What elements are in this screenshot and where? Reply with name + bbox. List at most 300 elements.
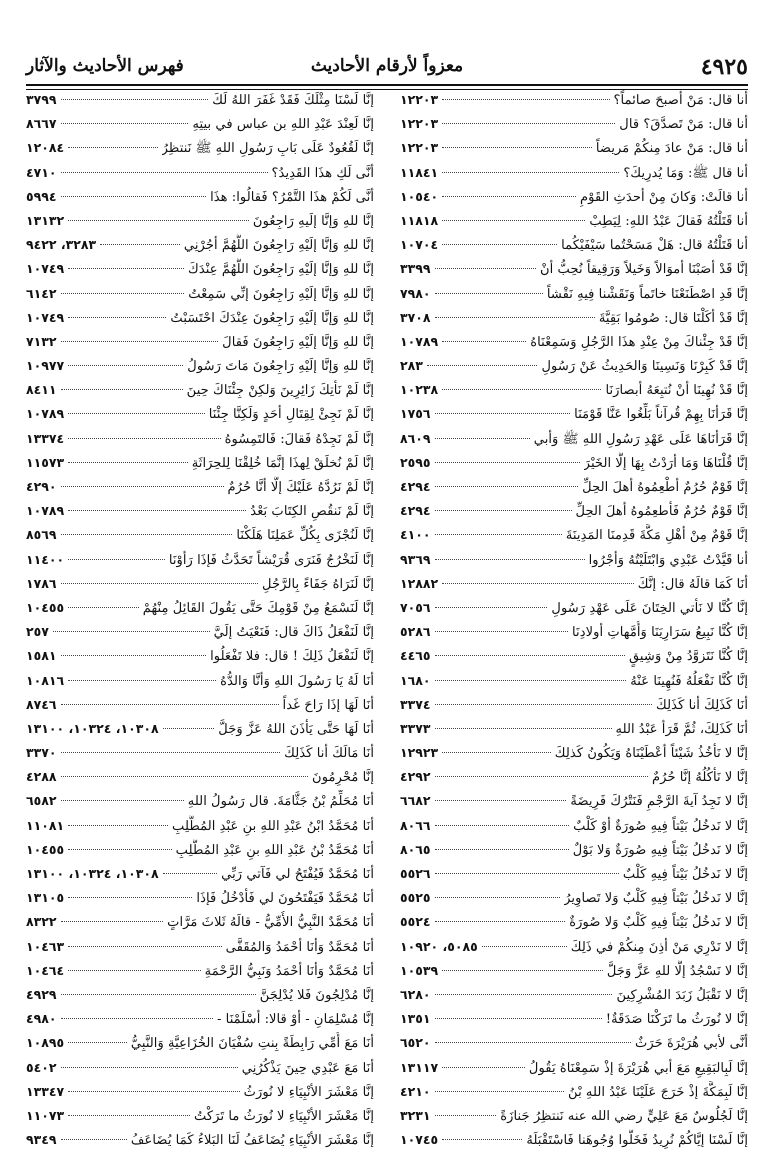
hadith-text: أنا قَيَّدْتُ عَبْدِي وَابْتَلَيْتُهُ وَأجْرُوا: [588, 552, 748, 568]
index-entry: [400, 185, 748, 209]
index-entry: [26, 717, 374, 741]
hadith-text: إنَّا لَنَسْمَعُ مِنْ قَوْمِكَ حَتَّى يَقُولَ القَائِلُ مِنْهُمْ: [142, 600, 374, 616]
hadith-number: ٥٢٨٦: [400, 624, 431, 640]
dot-leader: [61, 196, 207, 197]
hadith-number: ١٢٢٠٣: [400, 92, 439, 107]
dot-leader: [61, 583, 259, 584]
hadith-text: إنَّا مَعْشَرَ الأنْبِيَاءِ لا نُورَثُ ما تَرَكْتُ: [193, 1108, 374, 1124]
hadith-number: ٤٢٩٠: [26, 479, 57, 494]
index-entry: [26, 282, 374, 306]
dot-leader: [61, 99, 209, 100]
index-entry: [400, 523, 748, 547]
hadith-text: أنَا مُحَمَّدٌ فَيُفْتَحُ لي فَآتي رَبِّي: [221, 867, 374, 882]
hadith-number: ١١٤٠٠: [26, 551, 65, 567]
hadith-number: ٨٥٦٩: [26, 527, 57, 543]
hadith-number: ١١٠٨١: [26, 817, 65, 833]
hadith-number: ١٢٩٢٣: [400, 745, 439, 761]
index-entry: [400, 1007, 748, 1031]
hadith-number: ٨٣٢٢: [26, 914, 57, 930]
dot-leader: [68, 462, 188, 463]
dot-leader: [435, 559, 585, 560]
hadith-number: ١٣١١٧: [400, 1059, 439, 1075]
index-entry: [26, 161, 374, 185]
hadith-text: إنَّا مُحْرِمُونَ: [312, 770, 374, 786]
index-entry: [26, 644, 374, 668]
hadith-number: ١٠٣٠٨، ١٠٣٢٤، ١٣١٠٠: [26, 866, 159, 881]
index-entry: [26, 620, 374, 644]
dot-leader: [435, 317, 595, 318]
index-entry: [26, 1104, 374, 1128]
hadith-text: أنَا مُحَمَّدُ بْنُ عَبْدِ اللهِ بنِ عَبْدِ المُطَّلِبِ: [175, 842, 374, 858]
dot-leader: [442, 752, 551, 753]
index-entry: [26, 862, 374, 886]
dot-leader: [68, 680, 216, 681]
index-entry: [26, 886, 374, 910]
hadith-number: ٨٠٦٦: [400, 817, 431, 833]
index-entry: [400, 935, 748, 959]
index-entry: [400, 257, 748, 281]
hadith-number: ١٠٨١٦: [26, 672, 65, 688]
hadith-text: إنَّا كُنَّا نَتَزوَّدُ مِنْ وَشِيقٍ: [628, 649, 748, 665]
hadith-text: إنَّا قُلْنَاهَا وَمَا أرَدْتُ بِهَا إلَّا الخَيْرَ: [583, 455, 748, 471]
hadith-number: ١٠٥٤٠: [400, 188, 439, 204]
hadith-number: ١٠٧٨٩: [26, 503, 65, 519]
hadith-number: ١٠٤٥٥: [26, 841, 65, 857]
hadith-number: ٢٥٧: [26, 624, 49, 640]
hadith-text: أنَا مُحَمَّدُ ابْنُ عَبْدِ اللهِ بنِ عَبْدِ المُطَّلِبِ: [172, 818, 374, 834]
dot-leader: [61, 800, 184, 801]
hadith-number: ٨٠٦٥: [400, 841, 431, 857]
hadith-number: ٤٢٩٤: [400, 503, 431, 519]
dot-leader: [163, 873, 217, 874]
hadith-number: ٨٦٠٩: [400, 430, 431, 446]
index-entry: [400, 741, 748, 765]
hadith-text: أنا قال: مَنْ أصبحَ صائماً؟: [613, 93, 748, 108]
hadith-number: ٩٣٤٩: [26, 1132, 57, 1148]
hadith-text: أنا قال: مَنْ عادَ مِنكُمْ مَريضاً: [595, 141, 748, 157]
hadith-text: إنَّا لَنَفْعَلُ ذَلِكَ ! قال: فلا تَفْعَلُوا: [210, 649, 374, 665]
index-entry: [400, 765, 748, 789]
hadith-text: أنا قَتَلْتُهُ فَقالَ عَبْدُ اللهِ: لِيَطِبْ: [589, 213, 748, 229]
dot-leader: [442, 147, 592, 148]
hadith-text: إنَّا لَبِالبَقِيعِ مَعَ أبي هُرَيْرَةَ إذْ سَمِعْنَاهُ يَقُولُ: [528, 1060, 748, 1076]
index-entry: [26, 596, 374, 620]
dot-leader: [435, 921, 566, 922]
dot-leader: [435, 510, 572, 511]
hadith-text: إنَّا لا نَسْجُدُ إلَّا للهِ عَزَّ وَجَلَّ: [606, 963, 748, 979]
hadith-number: ١٠٨٩٥: [26, 1035, 65, 1051]
dot-leader: [61, 486, 224, 487]
index-entry: [400, 838, 748, 862]
hadith-number: ٥٥٢٦: [400, 866, 431, 881]
dot-leader: [435, 655, 625, 656]
hadith-number: ١١٨١٨: [400, 212, 439, 228]
hadith-text: إنَّا للهِ وَإنَّا إلَيْهِ رَاجِعُونَ اللَّهُمَّ عِنْدَكَ: [188, 262, 374, 278]
hadith-text: إنَّا كُنَّا لا نَأتي الخِتَانَ عَلَى عَهْدِ رَسُولِ: [551, 600, 748, 616]
hadith-text: إنَّا قَدْ نُهِينَا أنْ نُتبِعَهُ أبصارَنَا: [605, 383, 748, 399]
hadith-number: ٣٣٩٩: [400, 261, 431, 277]
index-entry: [26, 185, 374, 209]
dot-leader: [61, 389, 183, 390]
hadith-text: أنَا مَعَ أُمِّي رَابِطَةً بِنتِ سُفْيَانَ الخُزَاعِيَّةِ وَالنَّبِيُّ: [130, 1036, 374, 1052]
hadith-text: إنَّا لا نَدخُلُ بَيْتاً فِيهِ كَلْبٌ وَلا صُورَةٌ: [569, 915, 748, 931]
hadith-number: ٤٩٢٩: [26, 986, 57, 1002]
hadith-text: إنَّا للهِ وَإنَّا إلَيْهِ رَاجِعُونَ فَقالَ: [222, 334, 374, 350]
dot-leader: [68, 946, 222, 947]
index-entry: [26, 1031, 374, 1055]
index-entry: [400, 1080, 748, 1104]
index-entry: [400, 789, 748, 813]
dot-leader: [68, 413, 205, 414]
hadith-text: إنَّا قَوْمٌ حُرُمٌ فَأطعِمُوهُ أهلَ الحِلِّ: [575, 504, 748, 520]
index-entry: [26, 1056, 374, 1080]
page-header: [26, 52, 748, 82]
dot-leader: [435, 994, 613, 995]
hadith-text: إنَّا قَوْمٌ مِنْ أهْلِ مَكَّةَ قَدِمنَا المَدِينَةَ: [565, 528, 748, 544]
dot-leader: [61, 1018, 214, 1019]
hadith-text: إنَّا لَمْ نَجِدْهُ فَقالَ: فَالتَمِسُوهُ: [224, 431, 374, 447]
index-entry: [400, 402, 748, 426]
hadith-number: ١٢٢٠٣: [400, 140, 439, 156]
hadith-number: ٧١٣٢: [26, 333, 57, 349]
hadith-text: أنَا مُحَمَّدٌ وَأنَا أحْمَدُ وَالمُقَفَّى: [225, 939, 374, 955]
hadith-number: ١٠٤٦٣: [26, 938, 65, 954]
hadith-text: إنَّا قَدْ جِئْناكَ مِنْ عِنْدِ هذَا الرَّجُلِ وَسَمِعْنَاهُ: [530, 334, 748, 350]
hadith-text: إنَّا لا نَدخُلُ بَيْتاً فِيهِ كَلْبٌ: [622, 867, 748, 882]
index-entry: [26, 789, 374, 813]
right-column: [400, 88, 748, 1152]
index-entry: [400, 1056, 748, 1080]
hadith-number: ٩٣٦٩: [400, 551, 431, 567]
hadith-text: إنَّا لَبِمَكَّةَ إذْ خَرَجَ عَلَيْنَا عَبْدُ اللهِ بْنُ: [568, 1084, 748, 1100]
index-entry: [26, 935, 374, 959]
hadith-text: إنَّا لَمْ نَرُدَّهُ عَلَيْكَ إلَّا أنَّا حُرُمٌ: [227, 480, 374, 495]
index-entry: [26, 572, 374, 596]
hadith-number: ١١٨٤١: [400, 164, 439, 180]
index-entry: [26, 983, 374, 1007]
hadith-number: ٣٧٩٩: [26, 92, 57, 107]
hadith-number: ٥٩٩٤: [26, 188, 57, 204]
hadith-number: ١١٥٧٣: [26, 454, 65, 470]
dot-leader: [435, 776, 648, 777]
dot-leader: [61, 123, 189, 124]
hadith-number: ٨٦٦٧: [26, 116, 57, 132]
hadith-text: إنَّا قَدِ اصْطَنَعْنَا خاتَماً وَنَقَشْنا فِيهِ نَقْشاً: [546, 286, 748, 302]
dot-leader: [61, 293, 185, 294]
hadith-text: أنَّى لَكُمْ هذَا التَّمْرُ؟ فَقالُوا: هذَا: [210, 189, 374, 205]
dot-leader: [435, 293, 543, 294]
index-entry: [400, 669, 748, 693]
dot-leader: [61, 172, 268, 173]
hadith-number: ١٠٧٠٤: [400, 237, 439, 253]
index-entry: [26, 378, 374, 402]
index-entry: [26, 88, 374, 112]
hadith-text: أنا قالَتْ: وَكانَ مِنْ أحدَثِ القَوْمِ: [580, 189, 748, 205]
hadith-text: أنَا كَمَا قالَهُ قال: إنَّكَ: [637, 576, 748, 592]
hadith-number: ٢٥٩٥: [400, 454, 431, 470]
dot-leader: [442, 970, 603, 971]
index-entry: [26, 451, 374, 475]
dot-leader: [442, 1067, 525, 1068]
hadith-number: ٤٩٨٠: [26, 1011, 57, 1027]
index-entry: [26, 306, 374, 330]
hadith-text: إنَّا لا نَقْبَلُ زَبَدَ المُشْرِكِينَ: [616, 987, 748, 1003]
hadith-number: ١٠٧٨٩: [400, 333, 439, 349]
index-entry: [26, 669, 374, 693]
dot-leader: [68, 317, 166, 318]
dot-leader: [435, 607, 548, 608]
dot-leader: [61, 534, 233, 535]
hadith-text: إنَّا لا نَدخُلُ بَيْتاً فِيهِ صُورَةٌ وَلا بَوْلٌ: [572, 842, 748, 858]
index-entry: [26, 499, 374, 523]
index-entry: [400, 910, 748, 934]
index-entry: [400, 886, 748, 910]
hadith-text: إنَّا لَنُجْزَى بِكُلِّ عَمَلِنَا هَلَكْنَا: [236, 528, 374, 544]
hadith-number: ٦٥٢٠: [400, 1035, 431, 1051]
hadith-text: إنَّا لا نَدخُلُ بَيْتاً فِيهِ صُورَةٌ أوْ كَلْبٌ: [573, 818, 748, 834]
index-entry: [400, 548, 748, 572]
dot-leader: [68, 147, 157, 148]
hadith-text: إنَّا للهِ وَإنَّا إلَيْهِ رَاجِعُونَ إنِّي سَمِعْتُ: [188, 286, 374, 302]
index-entry: [400, 959, 748, 983]
hadith-text: إنَّا قَدْ أصَبْنَا أموَالاً وَخَيلاً وَرَقِيقاً نُحِبُّ أنْ: [539, 262, 748, 278]
index-entry: [400, 306, 748, 330]
hadith-text: إنَّا لَنَرَاهُ جَفَاءً بِالرَّجُلِ: [262, 576, 374, 592]
dot-leader: [435, 800, 567, 801]
hadith-text: إنَّا للهِ وَإنَّا إلَيْهِ رَاجِعُونَ عِنْدَكَ احْتَسَبْتُ: [170, 310, 374, 326]
dot-leader: [68, 825, 168, 826]
dot-leader: [68, 365, 183, 366]
dot-leader: [61, 704, 279, 705]
index-entry: [400, 814, 748, 838]
index-entry: [26, 959, 374, 983]
index-entry: [26, 814, 374, 838]
hadith-text: أنَا لَهَا حَتَّى يَأذَنَ اللهُ عَزَّ وَجَلَّ: [218, 721, 374, 737]
index-entry: [400, 282, 748, 306]
index-entry: [400, 354, 748, 378]
hadith-number: ٤٢٩٢: [400, 769, 431, 785]
dot-leader: [435, 825, 570, 826]
hadith-text: إنَّا للهِ وَإنَّا إلَيْهِ رَاجِعُونَ مَاتَ رَسُولُ: [187, 359, 374, 375]
hadith-number: ١٣١٠٥: [26, 890, 65, 906]
dot-leader: [482, 946, 567, 947]
hadith-text: إنَّا لَعِنْدَ عَبْدِ اللهِ بن عباس في بيتِهِ: [192, 117, 374, 133]
hadith-text: إنَّا لا نَجِدُ آيةَ الرَّجْمِ فَنَتْرُكَ فَرِيضَةً: [570, 794, 748, 810]
hadith-number: ٦٢٨٠: [400, 986, 431, 1002]
dot-leader: [68, 1115, 190, 1116]
index-entry: [400, 983, 748, 1007]
dot-leader: [435, 438, 530, 439]
hadith-number: ٤٢٨٨: [26, 769, 57, 785]
dot-leader: [61, 1139, 127, 1140]
hadith-number: ١٣٥١: [400, 1011, 431, 1027]
hadith-number: ٤٤٦٥: [400, 648, 431, 664]
hadith-number: ١٠٣٠٨، ١٠٣٢٤، ١٣١٠٠: [26, 720, 159, 736]
hadith-text: أنَا كَذَلِكَ، ثُمَّ قَرَأ عَبْدُ اللهِ: [615, 721, 748, 737]
index-entry: [400, 330, 748, 354]
dot-leader: [61, 341, 219, 342]
hadith-number: ١٠٧٤٥: [400, 1132, 439, 1148]
index-entry: [26, 910, 374, 934]
index-entry: [26, 330, 374, 354]
hadith-text: أنَا مُحَلِّمُ بْنُ جَثَّامَةَ. قال رَسُولُ اللهِ: [187, 794, 374, 810]
index-entry: [26, 548, 374, 572]
dot-leader: [442, 1139, 522, 1140]
hadith-text: إنَّا كُنَّا نَبِيعُ سَرَارِيَنَا وَأُمَّهاتِ أولادِنَا: [572, 625, 748, 641]
dot-leader: [61, 921, 164, 922]
dot-leader: [68, 438, 220, 439]
hadith-number: ٣٧٠٨: [400, 309, 431, 325]
dot-leader: [435, 1115, 497, 1116]
hadith-number: ٤٧١٠: [26, 164, 57, 180]
hadith-text: إنَّا لَنَخْرُجُ فَنَرَى قُرَيْشاً تَحَدَّثُ فَإذَا رَأوْنَا: [168, 552, 374, 568]
hadith-number: ١٥٨١: [26, 648, 57, 664]
dot-leader: [68, 559, 165, 560]
dot-leader: [435, 1042, 631, 1043]
dot-leader: [435, 728, 612, 729]
dot-leader: [435, 268, 536, 269]
hadith-number: ١٢٠٨٤: [26, 140, 65, 156]
hadith-text: إنَّا لَقُعُودٌ عَلَى بَابِ رَسُولِ اللهِ ﷺ نَنتظِرُ: [161, 141, 374, 157]
hadith-number: ١٠٧٤٩: [26, 309, 65, 325]
hadith-text: إنَّا لَمْ نَجِئْ لِقِتَالِ أحَدٍ وَلَكِنَّا جِئْنَا: [208, 407, 374, 423]
hadith-text: إنَّا لا نَأكُلُهُ إنَّا حُرُمٌ: [652, 770, 748, 786]
index-entry: [400, 572, 748, 596]
dot-leader: [61, 655, 207, 656]
hadith-text: إنَّا قَرَأنَا بِهِمْ قُرآناً بَلِّغُوا عَنَّا قَوْمَنَا: [574, 407, 748, 423]
hadith-text: أنَّى لَكِ هذَا القَدِيدُ؟: [271, 165, 374, 181]
index-entry: [400, 693, 748, 717]
hadith-number: ١٢٨٨٢: [400, 575, 439, 591]
index-entry: [26, 257, 374, 281]
hadith-number: ١٣٣٧٤: [26, 430, 65, 446]
hadith-text: أنَا لَهَا إذَا رَاحَ غَداً: [282, 697, 374, 713]
hadith-number: ٣٣٧٤: [400, 696, 431, 712]
hadith-number: ١٠٩٧٧: [26, 358, 65, 374]
hadith-number: ٣٢٣١: [400, 1107, 431, 1123]
dot-leader: [61, 752, 281, 753]
hadith-number: ٦١٤٢: [26, 285, 57, 301]
hadith-text: إنَّا لَمْ نُخلَقْ لِهذَا إنَّمَا خُلِقْنَا لِلحِرَاثَةِ: [191, 455, 374, 471]
hadith-number: ١٢٢٠٣: [400, 116, 439, 132]
hadith-number: ٨٤١١: [26, 382, 57, 398]
dot-leader: [427, 365, 538, 366]
hadith-text: إنَّا كُنَّا نَفْعَلُهُ فَنُهِينَا عَنْهُ: [630, 673, 748, 689]
hadith-number: ١٣٣٤٧: [26, 1083, 65, 1099]
index-entry: [400, 717, 748, 741]
hadith-number: ١٧٨٦: [26, 575, 57, 591]
hadith-text: أنا قال: مَنْ تَصدَّقَ؟ قال: [619, 117, 748, 133]
index-entry: [400, 378, 748, 402]
hadith-text: إنَّا لَسْنَا إيَّاكُمْ نُرِيدُ فَخَلُّوا وُجُوهَنا فَاسْتَقْبَلَهُ: [526, 1133, 748, 1149]
index-entry: [400, 136, 748, 160]
hadith-text: أنَّى لأبي هُرَيْرَةَ حَرَثٌ: [634, 1036, 748, 1052]
hadith-text: إنَّا قَرَأنَاهَا عَلَى عَهْدِ رَسُولِ اللهِ ﷺ وَأبي: [533, 431, 748, 447]
index-entry: [400, 451, 748, 475]
hadith-number: ٣٣٧٣: [400, 720, 431, 736]
hadith-text: أنَا لَهُ يَا رَسُولَ اللهِ وَأنَّا وَالدُّهُ: [220, 673, 374, 689]
index-entry: [26, 112, 374, 136]
dot-leader: [442, 583, 634, 584]
index-entry: [400, 161, 748, 185]
hadith-text: أنَا مَعَ عَبْدِي حِينَ يَذْكُرُنِي: [241, 1060, 374, 1076]
index-entry: [400, 427, 748, 451]
index-entry: [26, 209, 374, 233]
hadith-number: ١٠٥٣٩: [400, 962, 439, 978]
hadith-number: ٢٨٣: [400, 358, 423, 374]
index-entry: [26, 427, 374, 451]
index-entry: [26, 838, 374, 862]
hadith-text: أنَا مُحَمَّدٌ وَأنَا أحْمَدُ وَنَبِيُّ الرَّحْمَةِ: [204, 963, 374, 979]
dot-leader: [61, 994, 256, 995]
hadith-text: إنَّا قَدْ أكَلْنَا قال: صُومُوا بَقِيَّةَ: [598, 310, 748, 326]
dot-leader: [68, 897, 192, 898]
index-entry: [26, 693, 374, 717]
index-entry: [26, 475, 374, 499]
index-entry: [400, 233, 748, 257]
index-entry: [400, 1031, 748, 1055]
hadith-number: ١٧٥٦: [400, 406, 431, 422]
dot-leader: [442, 123, 615, 124]
hadith-text: إنَّا للهِ وَإنَّا إلَيْهِ رَاجِعُونَ اللَّهُمَّ أجُرْنِي: [183, 238, 374, 254]
dot-leader: [100, 244, 180, 245]
dot-leader: [442, 244, 557, 245]
dot-leader: [435, 1018, 602, 1019]
index-entry: [26, 1080, 374, 1104]
dot-leader: [435, 631, 568, 632]
hadith-text: إنَّا مُسْلِمَانِ - أوْ قالا: أسْلَمْنَا -: [217, 1012, 374, 1028]
index-entry: [400, 1104, 748, 1128]
hadith-number: ٤١٠٠: [400, 527, 431, 543]
index-entry: [400, 862, 748, 886]
hadith-number: ٤٢٩٤: [400, 479, 431, 494]
dot-leader: [68, 1042, 127, 1043]
dot-leader: [61, 1067, 238, 1068]
hadith-text: إنَّا لَنَفْعَلُ ذَاكَ قال: فَنَعْيَتُ إلَيَّ: [213, 625, 374, 641]
hadith-number: ١٠٧٤٩: [26, 261, 65, 277]
dot-leader: [442, 341, 526, 342]
dot-leader: [435, 413, 571, 414]
hadith-number: ٨٧٤٦: [26, 696, 57, 712]
hadith-number: ٥٠٨٥، ١٠٩٢٠: [400, 938, 478, 954]
hadith-text: أنَا مُحَمَّدٌ فَيَفْتَحُونَ لي فَأدْخُلُ فَإذَا: [196, 891, 374, 907]
hadith-number: ٧٠٥٦: [400, 599, 431, 615]
dot-leader: [163, 728, 215, 729]
index-entry: [26, 136, 374, 160]
dot-leader: [68, 970, 201, 971]
index-entry: [26, 402, 374, 426]
hadith-number: ٦٥٨٢: [26, 793, 57, 809]
hadith-text: إنَّا مَعْشَرَ الأنْبِيَاءِ يُضَاعَفُ لَنَا البَلاءُ كَمَا يُضَاعَفُ: [130, 1133, 374, 1149]
hadith-number: ١٠٤٦٤: [26, 962, 65, 978]
dot-leader: [68, 220, 249, 221]
hadith-number: ١١٠٧٣: [26, 1107, 65, 1123]
hadith-text: إنَّا لَمْ نَأتِكَ زَائِرِينَ وَلكِنْ جِئْنَاكَ حِينَ: [186, 383, 374, 399]
hadith-number: ٦٦٨٢: [400, 793, 431, 809]
hadith-text: إنَّا قَوْمٌ حُرُمٌ أطْعِمُوهُ أهلَ الحِلِّ: [582, 480, 748, 495]
hadith-number: ٣٢٨٣، ٩٤٢٢: [26, 237, 97, 253]
index-entry: [400, 209, 748, 233]
dot-leader: [68, 1091, 239, 1092]
hadith-text: إنَّا قَدْ كَبِرْنَا وَنَسِينَا وَالحَدِيثُ عَنْ رَسُولِ: [541, 359, 748, 375]
dot-leader: [442, 99, 609, 100]
index-entry: [400, 596, 748, 620]
hadith-number: ٣٣٧٠: [26, 745, 57, 761]
dot-leader: [61, 776, 309, 777]
left-column: [26, 88, 374, 1152]
dot-leader: [435, 873, 619, 874]
dot-leader: [442, 220, 585, 221]
